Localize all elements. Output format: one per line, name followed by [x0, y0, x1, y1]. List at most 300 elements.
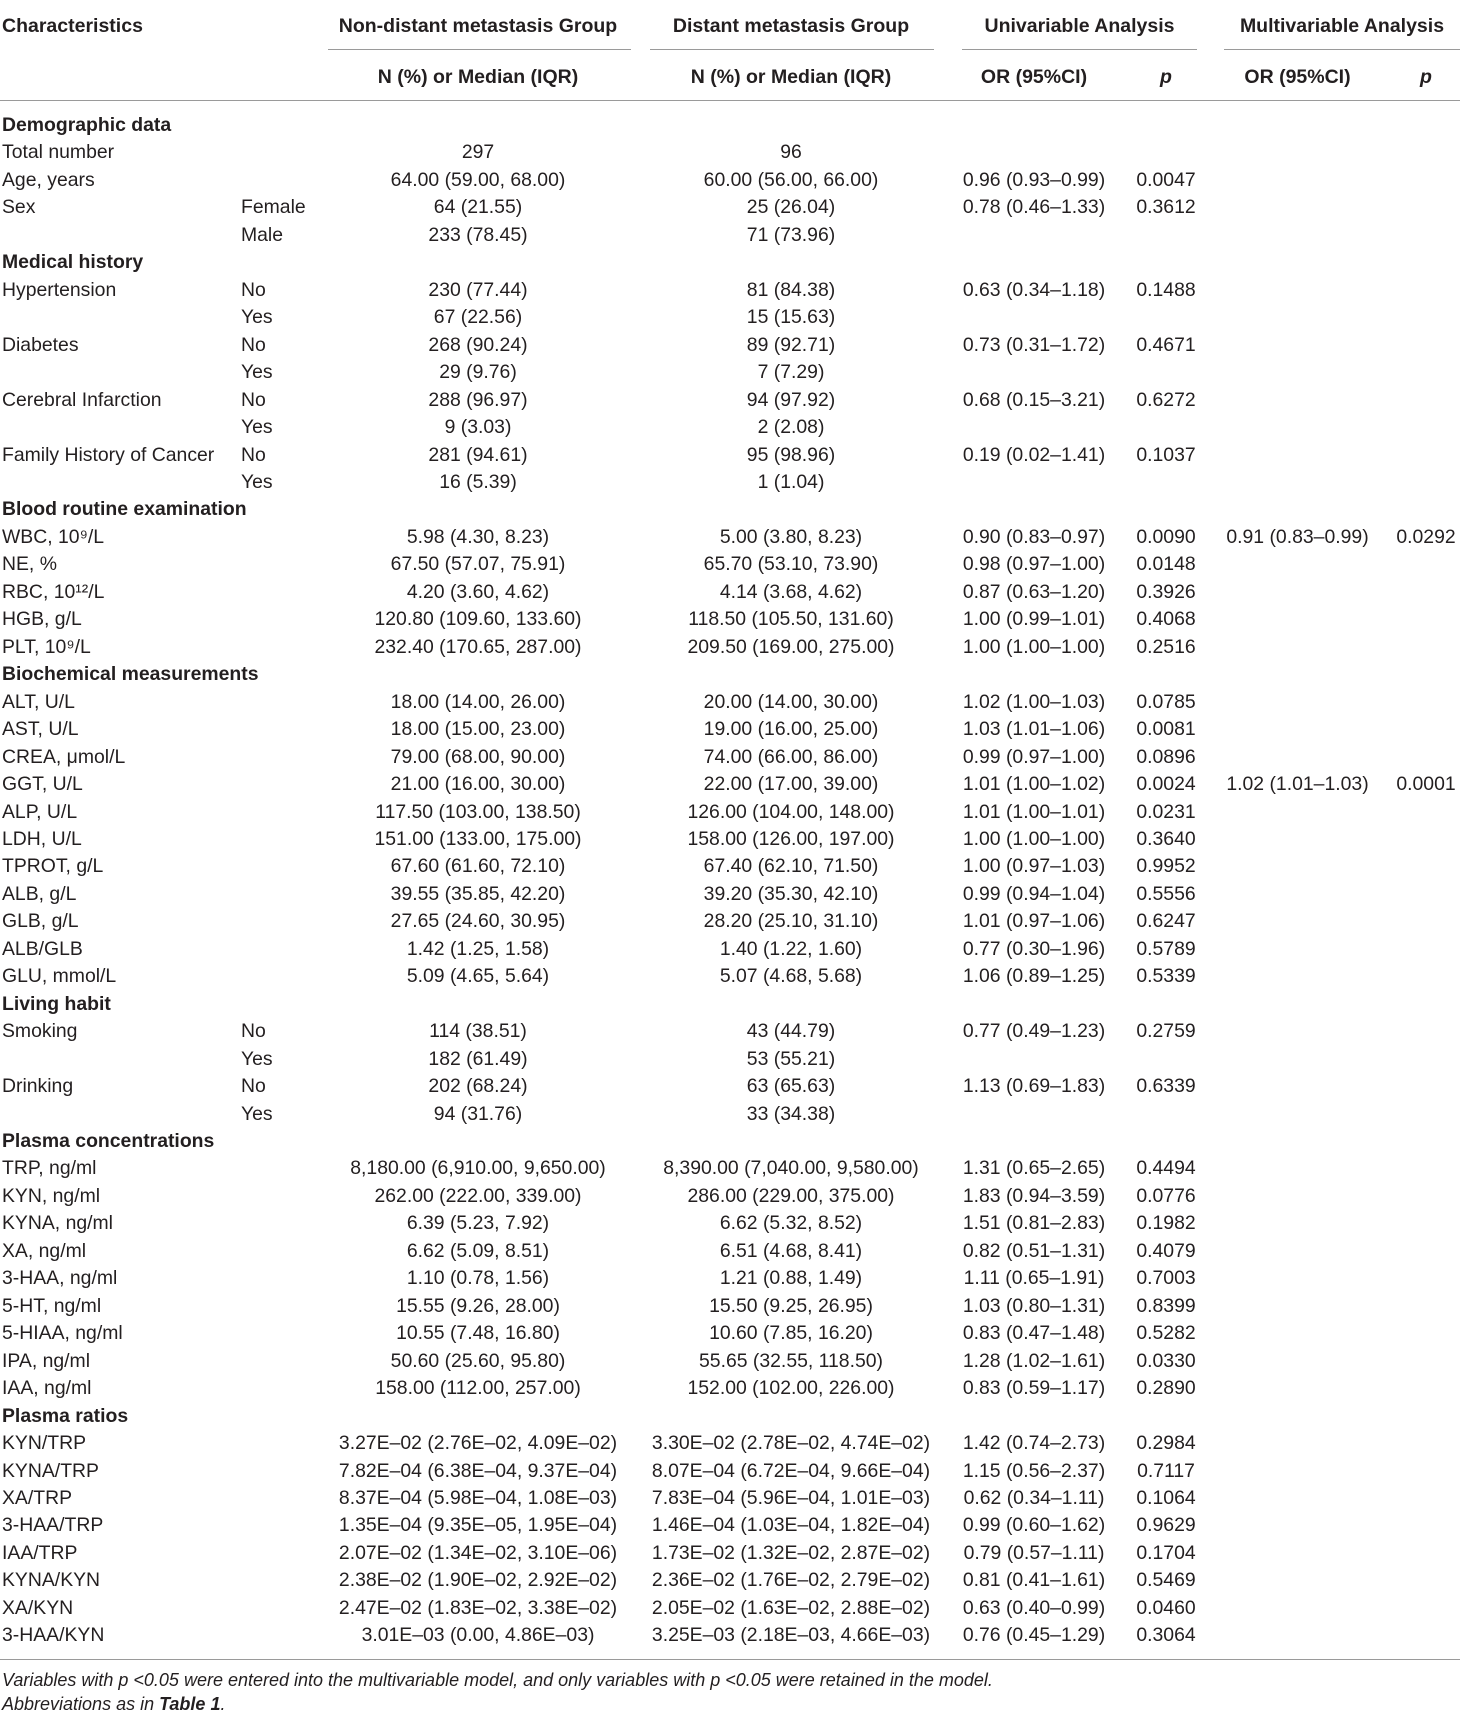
cell-characteristic: RBC, 10¹²/L [2, 580, 105, 603]
section-title: Plasma ratios [2, 1404, 129, 1427]
cell-univariable-p: 0.4671 [1136, 333, 1196, 356]
cell-non-distant: 94 (31.76) [433, 1102, 523, 1125]
cell-subgroup: No [241, 388, 266, 411]
cell-univariable-p: 0.6339 [1136, 1075, 1196, 1098]
cell-univariable-p: 0.5282 [1136, 1322, 1196, 1345]
cell-characteristic: IPA, ng/ml [2, 1349, 91, 1372]
cell-non-distant: 2.47E–02 (1.83E–02, 3.38E–02) [338, 1596, 618, 1619]
table-row [0, 1567, 1460, 1594]
cell-univariable-p: 0.1488 [1136, 278, 1196, 301]
cell-characteristic: GLB, g/L [2, 910, 79, 933]
cell-non-distant: 151.00 (133.00, 175.00) [374, 827, 582, 850]
cell-distant: 25 (26.04) [746, 196, 836, 219]
table-row [0, 469, 1460, 496]
header-rule-distant [650, 49, 934, 50]
cell-multivariable-p: 0.0001 [1396, 773, 1456, 796]
cell-distant: 28.20 (25.10, 31.10) [703, 910, 879, 933]
cell-subgroup: Female [241, 196, 306, 219]
cell-distant: 95 (98.96) [746, 443, 836, 466]
cell-non-distant: 1.10 (0.78, 1.56) [406, 1267, 550, 1290]
cell-characteristic: Cerebral Infarction [2, 388, 162, 411]
header-univariable-analysis: Univariable Analysis [984, 15, 1175, 37]
table-row [0, 1265, 1460, 1292]
cell-non-distant: 158.00 (112.00, 257.00) [375, 1377, 581, 1400]
cell-univariable-or: 1.42 (0.74–2.73) [962, 1432, 1106, 1455]
cell-non-distant: 67 (22.56) [433, 306, 523, 329]
cell-characteristic: IAA, ng/ml [2, 1377, 92, 1400]
cell-characteristic: XA/TRP [2, 1487, 73, 1509]
cell-distant: 6.62 (5.32, 8.52) [719, 1212, 863, 1235]
cell-distant: 22.00 (17.00, 39.00) [703, 773, 879, 796]
header-characteristics: Characteristics [2, 15, 143, 37]
cell-univariable-or: 0.96 (0.93–0.99) [962, 168, 1106, 191]
cell-univariable-p: 0.0785 [1136, 690, 1196, 713]
table-row [0, 1183, 1460, 1210]
table-row [0, 799, 1460, 826]
cell-characteristic: 3-HAA, ng/ml [2, 1267, 118, 1290]
cell-univariable-p: 0.0776 [1136, 1184, 1196, 1207]
cell-distant: 5.07 (4.68, 5.68) [719, 965, 863, 988]
cell-non-distant: 18.00 (15.00, 23.00) [390, 718, 566, 741]
cell-non-distant: 232.40 (170.65, 287.00) [374, 635, 582, 658]
footnote-abbreviations [2, 1695, 225, 1713]
footnote-table-reference: Table 1 [159, 1694, 221, 1714]
cell-distant: 33 (34.38) [746, 1102, 836, 1125]
cell-univariable-or: 1.83 (0.94–3.59) [962, 1184, 1106, 1207]
cell-non-distant: 64.00 (59.00, 68.00) [390, 168, 566, 191]
cell-non-distant: 1.42 (1.25, 1.58) [406, 937, 550, 960]
cell-univariable-p: 0.0047 [1136, 168, 1196, 191]
table-row [0, 1512, 1460, 1539]
cell-distant: 94 (97.92) [746, 388, 836, 411]
cell-characteristic: KYN, ng/ml [2, 1184, 101, 1207]
cell-univariable-or: 1.00 (0.99–1.01) [962, 608, 1106, 631]
cell-univariable-or: 1.06 (0.89–1.25) [962, 965, 1106, 988]
cell-non-distant: 281 (94.61) [428, 443, 528, 466]
cell-distant: 8,390.00 (7,040.00, 9,580.00) [663, 1157, 919, 1180]
cell-univariable-p: 0.3612 [1136, 196, 1196, 219]
cell-distant: 2.05E–02 (1.63E–02, 2.88E–02) [651, 1596, 931, 1619]
cell-characteristic: Age, years [2, 168, 95, 191]
table-row [0, 1018, 1460, 1045]
table-row [0, 222, 1460, 249]
header-non-distant-stat: N (%) or Median (IQR) [377, 65, 579, 88]
cell-univariable-or: 0.63 (0.40–0.99) [962, 1596, 1106, 1619]
cell-univariable-p: 0.3926 [1136, 580, 1196, 603]
cell-characteristic: KYNA/TRP [2, 1459, 99, 1482]
footnote-variables: Variables with p <0.05 were entered into the multivariable model, and only variables with p <0.05 were retained in the model. [2, 1670, 993, 1690]
table-row [0, 139, 1460, 166]
table-row [0, 1430, 1460, 1457]
cell-subgroup: No [241, 333, 266, 356]
cell-subgroup: Yes [241, 1102, 273, 1125]
cell-non-distant: 15.55 (9.26, 28.00) [396, 1294, 560, 1317]
cell-characteristic: IAA/TRP [2, 1541, 78, 1564]
cell-non-distant: 21.00 (16.00, 30.00) [390, 773, 566, 796]
header-multivariable-p: p [1420, 65, 1432, 88]
cell-distant: 10.60 (7.85, 16.20) [709, 1322, 873, 1345]
cell-univariable-or: 0.99 (0.94–1.04) [962, 882, 1106, 905]
cell-non-distant: 268 (90.24) [428, 333, 528, 356]
cell-characteristic: TPROT, g/L [2, 855, 104, 878]
cell-non-distant: 16 (5.39) [439, 470, 517, 493]
cell-univariable-or: 1.02 (1.00–1.03) [962, 690, 1106, 713]
table-bottom-rule [0, 1659, 1460, 1660]
cell-univariable-or: 0.82 (0.51–1.31) [962, 1239, 1106, 1262]
cell-characteristic: 3-HAA/TRP [2, 1514, 104, 1537]
cell-univariable-p: 0.4494 [1136, 1157, 1196, 1180]
cell-distant: 8.07E–04 (6.72E–04, 9.66E–04) [651, 1459, 931, 1482]
cell-non-distant: 4.20 (3.60, 4.62) [406, 580, 550, 603]
cell-univariable-or: 1.31 (0.65–2.65) [962, 1157, 1106, 1180]
cell-univariable-or: 0.77 (0.49–1.23) [962, 1020, 1106, 1043]
table-row [0, 442, 1460, 469]
cell-univariable-or: 0.99 (0.60–1.62) [962, 1514, 1106, 1537]
table-row [0, 853, 1460, 880]
header-distant-stat: N (%) or Median (IQR) [690, 65, 892, 88]
cell-characteristic: PLT, 10⁹/L [2, 635, 91, 658]
cell-univariable-or: 1.03 (1.01–1.06) [962, 718, 1106, 741]
cell-characteristic: TRP, ng/ml [2, 1157, 97, 1180]
section-title: Biochemical measurements [2, 663, 259, 686]
cell-subgroup: Yes [241, 416, 273, 439]
cell-univariable-or: 0.19 (0.02–1.41) [962, 443, 1106, 466]
cell-non-distant: 2.38E–02 (1.90E–02, 2.92E–02) [338, 1569, 618, 1592]
table-row [0, 1375, 1460, 1402]
cell-univariable-p: 0.3064 [1136, 1624, 1196, 1647]
cell-non-distant: 6.62 (5.09, 8.51) [406, 1239, 550, 1262]
cell-non-distant: 7.82E–04 (6.38E–04, 9.37E–04) [338, 1459, 618, 1482]
table-row [0, 1073, 1460, 1100]
cell-univariable-or: 0.63 (0.34–1.18) [962, 278, 1106, 301]
table-row [0, 1101, 1460, 1128]
cell-subgroup: Yes [241, 1047, 273, 1070]
cell-non-distant: 3.27E–02 (2.76E–02, 4.09E–02) [338, 1432, 618, 1455]
cell-characteristic: 5-HIAA, ng/ml [2, 1322, 123, 1345]
table-row [0, 1485, 1460, 1512]
cell-non-distant: 202 (68.24) [428, 1075, 528, 1098]
cell-characteristic: Sex [2, 196, 36, 219]
cell-univariable-p: 0.3640 [1136, 827, 1196, 850]
cell-distant: 65.70 (53.10, 73.90) [703, 553, 879, 576]
cell-univariable-p: 0.4068 [1136, 608, 1196, 631]
cell-univariable-or: 1.51 (0.81–2.83) [962, 1212, 1106, 1235]
cell-subgroup: No [241, 278, 266, 301]
cell-distant: 2 (2.08) [757, 416, 825, 439]
cell-characteristic: NE, % [2, 553, 57, 576]
cell-distant: 7.83E–04 (5.96E–04, 1.01E–03) [651, 1487, 931, 1509]
cell-non-distant: 50.60 (25.60, 95.80) [390, 1349, 566, 1372]
cell-univariable-or: 1.00 (1.00–1.00) [962, 635, 1106, 658]
header-univariable-p: p [1160, 65, 1172, 88]
cell-distant: 96 [780, 141, 802, 164]
cell-non-distant: 2.07E–02 (1.34E–02, 3.10E–06) [338, 1541, 618, 1564]
cell-characteristic: ALP, U/L [2, 800, 78, 823]
cell-non-distant: 1.35E–04 (9.35E–05, 1.95E–04) [338, 1514, 618, 1537]
section-title: Medical history [2, 251, 144, 274]
cell-characteristic: GGT, U/L [2, 773, 83, 796]
cell-univariable-p: 0.5556 [1136, 882, 1196, 905]
cell-univariable-p: 0.0081 [1136, 718, 1196, 741]
cell-characteristic: LDH, U/L [2, 827, 82, 850]
cell-subgroup: Yes [241, 361, 273, 384]
table-row [0, 634, 1460, 661]
header-multivariable-or: OR (95%CI) [1244, 65, 1351, 88]
cell-non-distant: 29 (9.76) [439, 361, 517, 384]
cell-characteristic: 3-HAA/KYN [2, 1624, 105, 1647]
cell-distant: 19.00 (16.00, 25.00) [703, 718, 879, 741]
cell-non-distant: 8.37E–04 (5.98E–04, 1.08E–03) [338, 1487, 618, 1509]
cell-univariable-or: 0.73 (0.31–1.72) [962, 333, 1106, 356]
cell-distant: 2.36E–02 (1.76E–02, 2.79E–02) [651, 1569, 931, 1592]
cell-univariable-p: 0.6272 [1136, 388, 1196, 411]
cell-univariable-p: 0.0231 [1136, 800, 1196, 823]
cell-characteristic: 5-HT, ng/ml [2, 1294, 102, 1317]
table-row [0, 881, 1460, 908]
cell-univariable-or: 0.79 (0.57–1.11) [963, 1541, 1105, 1564]
table-row [0, 744, 1460, 771]
cell-univariable-p: 0.8399 [1136, 1294, 1196, 1317]
cell-univariable-or: 1.11 (0.65–1.91) [963, 1267, 1105, 1290]
cell-univariable-p: 0.9629 [1136, 1514, 1196, 1537]
cell-distant: 286.00 (229.00, 375.00) [687, 1184, 895, 1207]
cell-univariable-p: 0.0148 [1136, 553, 1196, 576]
cell-univariable-p: 0.1982 [1136, 1212, 1196, 1235]
cell-distant: 43 (44.79) [746, 1020, 836, 1043]
cell-characteristic: ALB/GLB [2, 937, 83, 960]
cell-univariable-or: 0.83 (0.59–1.17) [962, 1377, 1106, 1400]
cell-characteristic: Smoking [2, 1020, 78, 1043]
section-title: Blood routine examination [2, 498, 247, 521]
cell-distant: 1 (1.04) [757, 470, 825, 493]
cell-non-distant: 117.50 (103.00, 138.50) [375, 800, 581, 823]
cell-univariable-or: 0.98 (0.97–1.00) [962, 553, 1106, 576]
footnote-abbreviations-suffix: . [220, 1694, 226, 1714]
cell-univariable-p: 0.0024 [1136, 773, 1196, 796]
cell-characteristic: AST, U/L [2, 718, 79, 741]
cell-univariable-or: 0.62 (0.34–1.11) [963, 1487, 1105, 1509]
cell-distant: 158.00 (126.00, 197.00) [687, 827, 895, 850]
cell-univariable-p: 0.0896 [1136, 745, 1196, 768]
cell-multivariable-or: 0.91 (0.83–0.99) [1226, 525, 1369, 548]
cell-characteristic: KYNA/KYN [2, 1569, 101, 1592]
cell-distant: 15 (15.63) [746, 306, 836, 329]
cell-distant: 1.40 (1.22, 1.60) [719, 937, 863, 960]
cell-subgroup: No [241, 1020, 266, 1043]
cell-non-distant: 233 (78.45) [428, 223, 528, 246]
cell-multivariable-p: 0.0292 [1396, 525, 1456, 548]
cell-univariable-p: 0.2890 [1136, 1377, 1196, 1400]
cell-univariable-or: 0.78 (0.46–1.33) [962, 196, 1106, 219]
cell-distant: 20.00 (14.00, 30.00) [703, 690, 879, 713]
cell-univariable-or: 1.00 (0.97–1.03) [962, 855, 1106, 878]
cell-subgroup: Yes [241, 470, 273, 493]
cell-univariable-p: 0.7003 [1136, 1267, 1196, 1290]
cell-univariable-or: 1.03 (0.80–1.31) [962, 1294, 1106, 1317]
table-row [0, 936, 1460, 963]
cell-distant: 118.50 (105.50, 131.60) [688, 608, 894, 631]
cell-univariable-p: 0.0460 [1136, 1596, 1196, 1619]
cell-characteristic: Total number [2, 141, 115, 164]
table-row [0, 1540, 1460, 1567]
cell-univariable-or: 1.01 (0.97–1.06) [962, 910, 1106, 933]
cell-univariable-or: 0.81 (0.41–1.61) [962, 1569, 1106, 1592]
cell-distant: 67.40 (62.10, 71.50) [703, 855, 879, 878]
cell-univariable-p: 0.0330 [1136, 1349, 1196, 1372]
cell-non-distant: 182 (61.49) [428, 1047, 528, 1070]
cell-characteristic: Family History of Cancer [2, 443, 215, 466]
table-row [0, 771, 1460, 798]
cell-characteristic: Diabetes [2, 333, 79, 356]
table-row [0, 1595, 1460, 1622]
table-row [0, 1622, 1460, 1649]
cell-univariable-or: 0.90 (0.83–0.97) [962, 525, 1106, 548]
table-row [0, 826, 1460, 853]
table-row [0, 1210, 1460, 1237]
cell-subgroup: No [241, 443, 266, 466]
cell-subgroup: Yes [241, 306, 273, 329]
cell-non-distant: 120.80 (109.60, 133.60) [374, 608, 582, 631]
cell-distant: 63 (65.63) [746, 1075, 836, 1098]
table-row [0, 689, 1460, 716]
cell-univariable-p: 0.4079 [1136, 1239, 1196, 1262]
cell-characteristic: Hypertension [2, 278, 117, 301]
table-row [0, 387, 1460, 414]
cell-distant: 15.50 (9.25, 26.95) [709, 1294, 873, 1317]
section-title: Plasma concentrations [2, 1130, 215, 1153]
cell-univariable-p: 0.9952 [1136, 855, 1196, 878]
cell-distant: 81 (84.38) [746, 278, 836, 301]
cell-non-distant: 5.09 (4.65, 5.64) [406, 965, 550, 988]
header-multivariable-analysis: Multivariable Analysis [1239, 15, 1445, 37]
cell-univariable-or: 1.28 (1.02–1.61) [962, 1349, 1106, 1372]
cell-distant: 7 (7.29) [757, 361, 825, 384]
cell-distant: 1.73E–02 (1.32E–02, 2.87E–02) [651, 1541, 931, 1564]
table-row [0, 304, 1460, 331]
cell-distant: 6.51 (4.68, 8.41) [719, 1239, 863, 1262]
footnote-abbreviations-prefix: Abbreviations as in [2, 1694, 160, 1714]
cell-subgroup: Male [241, 223, 284, 246]
table-row [0, 606, 1460, 633]
cell-univariable-or: 0.99 (0.97–1.00) [962, 745, 1106, 768]
cell-distant: 55.65 (32.55, 118.50) [699, 1349, 883, 1372]
table-row [0, 524, 1460, 551]
cell-distant: 126.00 (104.00, 148.00) [687, 800, 895, 823]
cell-characteristic: KYN/TRP [2, 1432, 87, 1455]
cell-non-distant: 114 (38.51) [429, 1020, 527, 1043]
cell-non-distant: 18.00 (14.00, 26.00) [390, 690, 566, 713]
cell-distant: 3.30E–02 (2.78E–02, 4.74E–02) [651, 1432, 931, 1455]
cell-characteristic: XA, ng/ml [2, 1239, 87, 1262]
cell-univariable-p: 0.6247 [1136, 910, 1196, 933]
cell-univariable-p: 0.1064 [1136, 1487, 1196, 1509]
cell-non-distant: 64 (21.55) [433, 196, 523, 219]
cell-characteristic: XA/KYN [2, 1596, 74, 1619]
section-title: Living habit [2, 992, 111, 1015]
header-univariable-or: OR (95%CI) [980, 65, 1088, 88]
cell-univariable-or: 1.01 (1.00–1.01) [962, 800, 1106, 823]
cell-characteristic: CREA, μmol/L [2, 745, 126, 768]
table-row [0, 716, 1460, 743]
cell-non-distant: 67.50 (57.07, 75.91) [390, 553, 566, 576]
cell-non-distant: 6.39 (5.23, 7.92) [406, 1212, 550, 1235]
cell-non-distant: 262.00 (222.00, 339.00) [374, 1184, 582, 1207]
cell-distant: 39.20 (35.30, 42.10) [703, 882, 879, 905]
cell-non-distant: 67.60 (61.60, 72.10) [390, 855, 566, 878]
table-row [0, 1320, 1460, 1347]
table-row [0, 1458, 1460, 1485]
table-row [0, 1046, 1460, 1073]
table-row [0, 551, 1460, 578]
cell-distant: 209.50 (169.00, 275.00) [687, 635, 895, 658]
table-row [0, 579, 1460, 606]
cell-non-distant: 39.55 (35.85, 42.20) [390, 882, 566, 905]
cell-non-distant: 3.01E–03 (0.00, 4.86E–03) [361, 1624, 595, 1647]
cell-non-distant: 8,180.00 (6,910.00, 9,650.00) [350, 1157, 606, 1180]
cell-distant: 152.00 (102.00, 226.00) [687, 1377, 895, 1400]
table-row [0, 359, 1460, 386]
cell-distant: 74.00 (66.00, 86.00) [703, 745, 879, 768]
cell-characteristic: ALB, g/L [2, 882, 77, 905]
cell-non-distant: 27.65 (24.60, 30.95) [390, 910, 566, 933]
header-rule-multivariable [1224, 49, 1460, 50]
cell-subgroup: No [241, 1075, 266, 1098]
table-row [0, 1238, 1460, 1265]
cell-distant: 71 (73.96) [746, 223, 836, 246]
table-row [0, 1155, 1460, 1182]
table-row [0, 277, 1460, 304]
cell-distant: 1.21 (0.88, 1.49) [719, 1267, 863, 1290]
cell-distant: 53 (55.21) [746, 1047, 836, 1070]
cell-characteristic: ALT, U/L [2, 690, 75, 713]
cell-non-distant: 5.98 (4.30, 8.23) [406, 525, 550, 548]
header-rule-univariable [962, 49, 1197, 50]
cell-characteristic: KYNA, ng/ml [2, 1212, 113, 1235]
cell-univariable-or: 1.01 (1.00–1.02) [962, 773, 1106, 796]
cell-non-distant: 79.00 (68.00, 90.00) [390, 745, 566, 768]
cell-univariable-or: 1.13 (0.69–1.83) [962, 1075, 1106, 1098]
cell-univariable-p: 0.5469 [1136, 1569, 1196, 1592]
table-row [0, 1348, 1460, 1375]
section-title: Demographic data [2, 114, 172, 136]
cell-univariable-p: 0.2759 [1136, 1020, 1196, 1043]
cell-univariable-or: 0.77 (0.30–1.96) [962, 937, 1106, 960]
cell-univariable-p: 0.1037 [1136, 443, 1196, 466]
cell-univariable-or: 0.87 (0.63–1.20) [962, 580, 1106, 603]
cell-univariable-p: 0.5339 [1136, 965, 1196, 988]
cell-multivariable-or: 1.02 (1.01–1.03) [1226, 773, 1369, 796]
cell-univariable-p: 0.1704 [1136, 1541, 1196, 1564]
cell-distant: 5.00 (3.80, 8.23) [719, 525, 863, 548]
cell-univariable-or: 1.15 (0.56–2.37) [962, 1459, 1106, 1482]
cell-characteristic: GLU, mmol/L [2, 965, 117, 988]
cell-univariable-or: 0.83 (0.47–1.48) [962, 1322, 1106, 1345]
cell-univariable-p: 0.2516 [1136, 635, 1196, 658]
table-row [0, 414, 1460, 441]
cell-non-distant: 297 [461, 141, 495, 164]
table-row [0, 908, 1460, 935]
cell-distant: 89 (92.71) [746, 333, 836, 356]
cell-characteristic: Drinking [2, 1075, 74, 1098]
header-rule-non-distant [328, 49, 631, 50]
header-non-distant-group: Non-distant metastasis Group [338, 15, 618, 37]
cell-univariable-or: 0.68 (0.15–3.21) [962, 388, 1106, 411]
cell-distant: 4.14 (3.68, 4.62) [719, 580, 863, 603]
cell-univariable-or: 0.76 (0.45–1.29) [962, 1624, 1106, 1647]
header-bottom-rule [0, 100, 1460, 101]
cell-non-distant: 10.55 (7.48, 16.80) [396, 1322, 560, 1345]
cell-non-distant: 9 (3.03) [444, 416, 512, 439]
